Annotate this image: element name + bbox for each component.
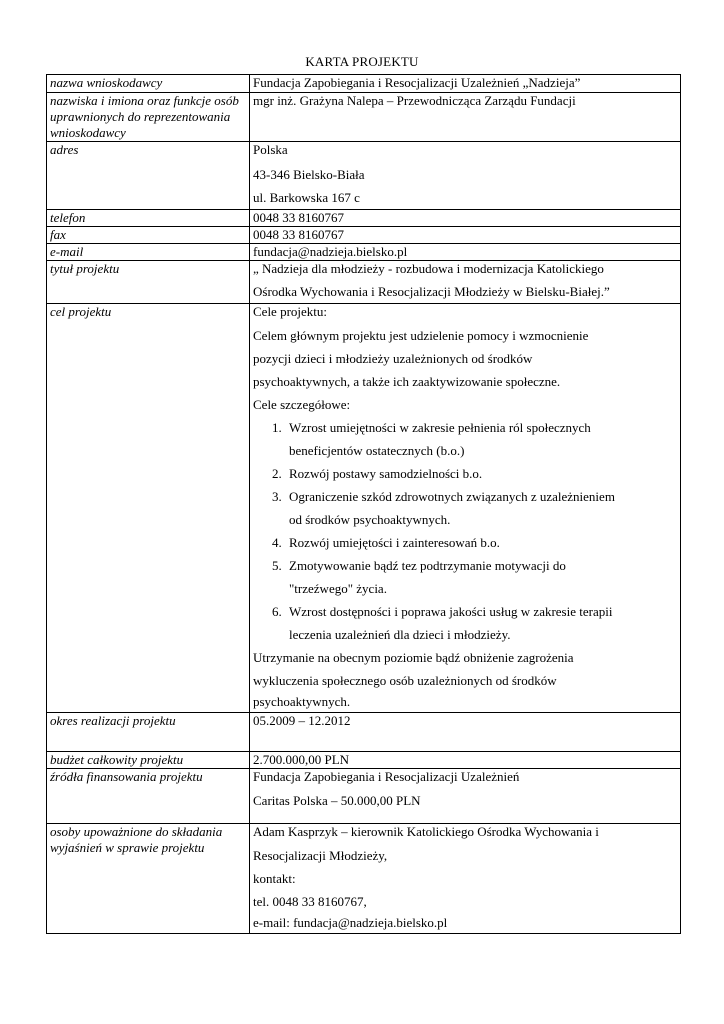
row-label: fax	[47, 227, 250, 244]
funding-line: Fundacja Zapobiegania i Resocjalizacji Uzależnień	[253, 769, 520, 784]
representatives: mgr inż. Grażyna Nalepa – Przewodnicząca Zarządu Fundacji	[250, 93, 681, 142]
project-period: 05.2009 – 12.2012	[250, 713, 681, 752]
project-budget: 2.700.000,00 PLN	[250, 752, 681, 769]
list-item	[285, 600, 677, 646]
table-row	[47, 244, 681, 261]
row-label: telefon	[47, 210, 250, 227]
main-goal-line: Celem głównym projektu jest udzielenie pomocy i wzmocnienie	[253, 328, 589, 343]
list-item	[285, 485, 677, 531]
table-row	[47, 824, 681, 934]
phone-number: 0048 33 8160767	[250, 210, 681, 227]
closing-goal-line: wykluczenia społecznego osób uzależnionych od środków	[253, 673, 557, 688]
goal-line: 4. Rozwój umiejętości i zainteresowań b.o.	[289, 535, 500, 550]
row-label: tytuł projektu	[47, 261, 250, 304]
project-title-line: „ Nadzieja dla młodzieży - rozbudowa i modernizacja Katolickiego	[253, 261, 604, 276]
project-card-table	[46, 74, 681, 934]
row-label: okres realizacji projektu	[47, 713, 250, 752]
table-row	[47, 93, 681, 142]
contact-line: e-mail: fundacja@nadzieja.bielsko.pl	[253, 915, 448, 930]
authorized-persons	[250, 824, 681, 934]
goal-line: leczenia uzależnień dla dzieci i młodzieży.	[289, 627, 511, 642]
goal-line: beneficjentów ostatecznych (b.o.)	[289, 443, 465, 458]
main-goal-line: psychoaktywnych, a także ich zaaktywizowanie społeczne.	[253, 374, 561, 389]
detail-goals-heading: Cele szczegółowe:	[253, 397, 351, 412]
table-row	[47, 75, 681, 93]
contact-line: Adam Kasprzyk – kierownik Katolickiego Ośrodka Wychowania i	[253, 824, 599, 839]
list-item	[285, 554, 677, 600]
list-item	[285, 531, 677, 554]
table-row	[47, 142, 681, 210]
project-title-line: Ośrodka Wychowania i Resocjalizacji Młodzieży w Bielsku-Białej.”	[253, 284, 610, 299]
table-row	[47, 769, 681, 824]
funding-line: Caritas Polska – 50.000,00 PLN	[253, 793, 421, 808]
table-row	[47, 713, 681, 752]
page-title: KARTA PROJEKTU	[305, 54, 419, 69]
row-label: nazwiska i imiona oraz funkcje osób uprawnionych do reprezentowania wnioskodawcy	[47, 93, 250, 142]
table-row	[47, 752, 681, 769]
row-label: osoby upoważnione do składania wyjaśnień w sprawie projektu	[47, 824, 250, 934]
table-row	[47, 304, 681, 713]
address	[250, 142, 681, 210]
email-address: fundacja@nadzieja.bielsko.pl	[250, 244, 681, 261]
row-label: e-mail	[47, 244, 250, 261]
goal-line: 3. Ograniczenie szkód zdrowotnych związanych z uzależnieniem	[289, 489, 615, 504]
closing-goal-line: psychoaktywnych.	[253, 694, 351, 709]
goals-heading: Cele projektu:	[253, 304, 328, 319]
contact-line: Resocjalizacji Młodzieży,	[253, 848, 388, 863]
table-row	[47, 261, 681, 304]
address-line: Polska	[253, 142, 288, 157]
goal-line: 6. Wzrost dostępności i poprawa jakości usług w zakresie terapii	[289, 604, 613, 619]
goal-line: 5. Zmotywowanie bądź tez podtrzymanie motywacji do	[289, 558, 566, 573]
goal-line: od środków psychoaktywnych.	[289, 512, 451, 527]
goal-line: 1. Wzrost umiejętności w zakresie pełnienia ról społecznych	[289, 420, 591, 435]
table-row	[47, 227, 681, 244]
project-title	[250, 261, 681, 304]
goal-line: 2. Rozwój postawy samodzielności b.o.	[289, 466, 483, 481]
row-label: nazwa wnioskodawcy	[47, 75, 250, 93]
table-row	[47, 210, 681, 227]
funding-sources	[250, 769, 681, 824]
goal-line: "trzeźwego" życia.	[289, 581, 387, 596]
main-goal-line: pozycji dzieci i młodzieży uzależnionych od środków	[253, 351, 533, 366]
row-label: źródła finansowania projektu	[47, 769, 250, 824]
row-label: adres	[47, 142, 250, 210]
row-label: budżet całkowity projektu	[47, 752, 250, 769]
fax-number: 0048 33 8160767	[250, 227, 681, 244]
row-label: cel projektu	[47, 304, 250, 713]
project-goals	[250, 304, 681, 713]
applicant-name: Fundacja Zapobiegania i Resocjalizacji Uzależnień „Nadzieja”	[250, 75, 681, 93]
list-item	[285, 462, 677, 485]
address-line: ul. Barkowska 167 c	[253, 190, 360, 205]
detail-goals-list	[253, 416, 677, 646]
list-item	[285, 416, 677, 462]
address-line: 43-346 Bielsko-Biała	[253, 167, 365, 182]
contact-line: tel. 0048 33 8160767,	[253, 894, 367, 909]
contact-line: kontakt:	[253, 871, 296, 886]
closing-goal-line: Utrzymanie na obecnym poziomie bądź obniżenie zagrożenia	[253, 650, 574, 665]
